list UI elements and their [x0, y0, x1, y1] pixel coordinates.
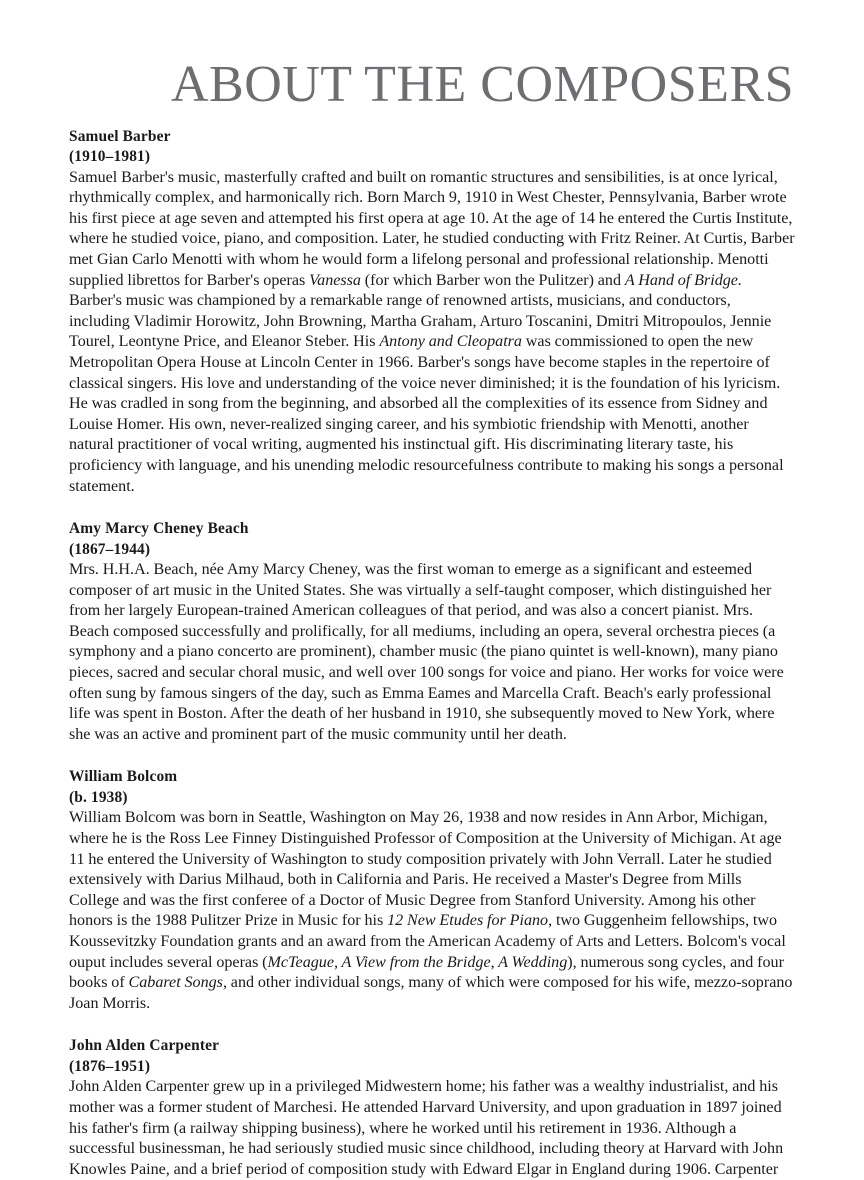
- composer-dates: (b. 1938): [69, 788, 128, 806]
- composer-entry-william-bolcom: [69, 767, 795, 1014]
- composer-entry-john-alden-carpenter: [69, 1036, 795, 1180]
- composer-bio: Samuel Barber's music, masterfully crafted and built on romantic structures and sensibilities, is at once lyrical, rhythmically complex, and harmonically rich. Born March 9, 1910 in West Chester, Pennsylvania, Barber wrote his first piece at age seven and attempted his first opera at age 10. At the age of 14 he entered the Curtis Institute, where he studied voice, piano, and composition. Later, he studied conducting with Fritz Reiner. At Curtis, Barber met Gian Carlo Menotti with whom he would form a lifelong personal and professional relationship. Menotti supplied librettos for Barber's operas Vanessa (for which Barber won the Pulitzer) and A Hand of Bridge. Barber's music was championed by a remarkable range of renowned artists, musicians, and conductors, including Vladimir Horowitz, John Browning, Martha Graham, Arturo Toscanini, Dmitri Mitropoulos, Jennie Tourel, Leontyne Price, and Eleanor Steber. His Antony and Cleopatra was commissioned to open the new Metropolitan Opera House at Lincoln Center in 1966. Barber's songs have become staples in the repertoire of classical singers. His love and understanding of the voice never diminished; it is the foundation of his lyricism. He was cradled in song from the beginning, and absorbed all the complexities of its essence from Sidney and Louise Homer. His own, never-realized singing career, and his symbiotic friendship with Menotti, another natural practitioner of vocal writing, augmented his instinctual gift. His discriminating literary taste, his proficiency with language, and his unending melodic resourcefulness contribute to making his songs a personal statement.: [69, 168, 795, 495]
- composer-bio: Mrs. H.H.A. Beach, née Amy Marcy Cheney, was the first woman to emerge as a significant and esteemed composer of art music in the United States. She was virtually a self-taught composer, which distinguished her from her largely European-trained American colleagues of that period, and was also a concert pianist. Mrs. Beach composed successfully and prolifically, for all mediums, including an opera, several orchestra pieces (a symphony and a piano concerto are prominent), chamber music (the piano quintet is well-known), many piano pieces, sacred and secular choral music, and well over 100 songs for voice and piano. Her works for voice were often sung by famous singers of the day, such as Emma Eames and Marcella Craft. Beach's early professional life was spent in Boston. After the death of her husband in 1910, she subsequently moved to New York, where she was an active and prominent part of the music community until her death.: [69, 561, 784, 743]
- page-title: ABOUT THE COMPOSERS: [170, 56, 794, 113]
- composer-sections: [69, 127, 795, 1180]
- composer-name: William Bolcom: [69, 768, 178, 786]
- composer-dates: (1867–1944): [69, 540, 151, 558]
- composer-dates: (1910–1981): [69, 148, 151, 166]
- composer-name: John Alden Carpenter: [69, 1037, 220, 1055]
- composer-bio: John Alden Carpenter grew up in a privileged Midwestern home; his father was a wealthy industrialist, and his mother was a former student of Marchesi. He attended Harvard University, and upon graduation in 1897 joined his father's firm (a railway shipping business), where he worked until his retirement in 1936. Although a successful businessman, he had seriously studied music since childhood, including theory at Harvard with John Knowles Paine, and a brief period of composition study with Edward Elgar in England during 1906. Carpenter: [69, 1078, 784, 1178]
- composer-entry-amy-marcy-cheney-beach: [69, 519, 795, 745]
- composer-dates: (1876–1951): [69, 1057, 151, 1075]
- composer-name: Amy Marcy Cheney Beach: [69, 520, 249, 538]
- composer-name: Samuel Barber: [69, 127, 171, 145]
- composer-entry-samuel-barber: [69, 127, 795, 498]
- composer-bio: William Bolcom was born in Seattle, Washington on May 26, 1938 and now resides in Ann Arbor, Michigan, where he is the Ross Lee Finney Distinguished Professor of Composition at the University of Michigan. At age 11 he entered the University of Washington to study composition privately with John Verrall. Later he studied extensively with Darius Milhaud, both in California and Paris. He received a Master's Degree from Mills College and was the first conferee of a Doctor of Music Degree from Stanford University. Among his other honors is the 1988 Pulitzer Prize in Music for his 12 New Etudes for Piano, two Guggenheim fellowships, two Koussevitzky Foundation grants and an award from the American Academy of Arts and Letters. Bolcom's vocal ouput includes several operas (McTeague, A View from the Bridge, A Wedding), numerous song cycles, and four books of Cabaret Songs, and other individual songs, many of which were composed for his wife, mezzo-soprano Joan Morris.: [69, 809, 793, 1012]
